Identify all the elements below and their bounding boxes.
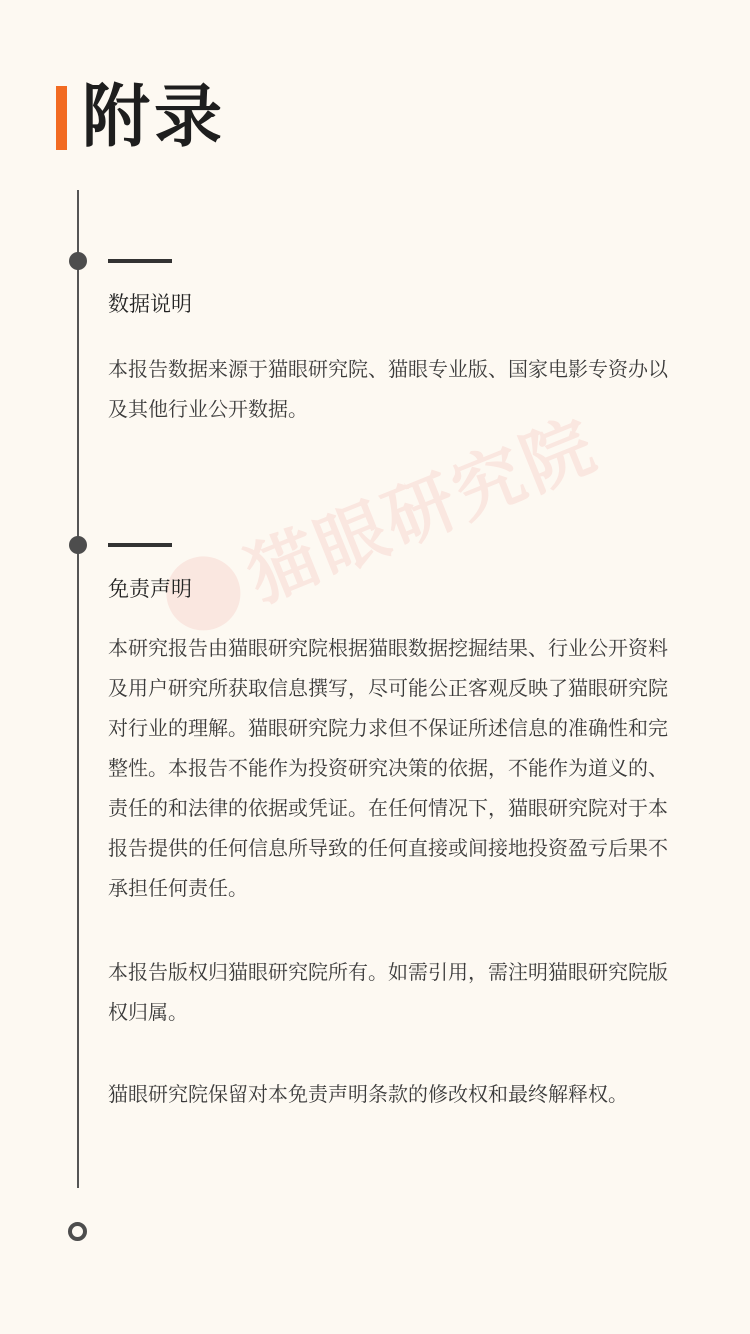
title-accent-bar xyxy=(56,86,67,150)
timeline-dot-data xyxy=(69,252,87,270)
section-heading-data: 数据说明 xyxy=(108,292,192,316)
disclaimer-paragraph: 本研究报告由猫眼研究院根据猫眼数据挖掘结果、行业公开资料及用户研究所获取信息撰写，尽可能公正客观反映了猫眼研究院对行业的理解。猫眼研究院力求但不保证所述信息的准确性和完整性。本报告不能作为投资研究决策的依据，不能作为道义的、责任的和法律的依据或凭证。在任何情况下，猫眼研究院对于本报告提供的任何信息所导致的任何直接或间接地投资盈亏后果不承担任何责任。 xyxy=(108,636,668,900)
section-rule-disclaimer xyxy=(108,543,172,547)
rights-reserved-paragraph: 猫眼研究院保留对本免责声明条款的修改权和最终解释权。 xyxy=(108,1082,628,1106)
data-description-paragraph: 本报告数据来源于猫眼研究院、猫眼专业版、国家电影专资办以及其他行业公开数据。 xyxy=(108,357,668,421)
timeline-line xyxy=(77,190,79,1188)
timeline-end-circle-icon xyxy=(68,1222,87,1241)
page-title: 附录 xyxy=(82,78,227,157)
section-heading-disclaimer: 免责声明 xyxy=(108,577,192,601)
copyright-paragraph: 本报告版权归猫眼研究院所有。如需引用，需注明猫眼研究院版权归属。 xyxy=(108,960,668,1024)
section-rule-data xyxy=(108,259,172,263)
watermark-text: 猫眼研究院 xyxy=(235,403,610,618)
timeline-dot-disclaimer xyxy=(69,536,87,554)
